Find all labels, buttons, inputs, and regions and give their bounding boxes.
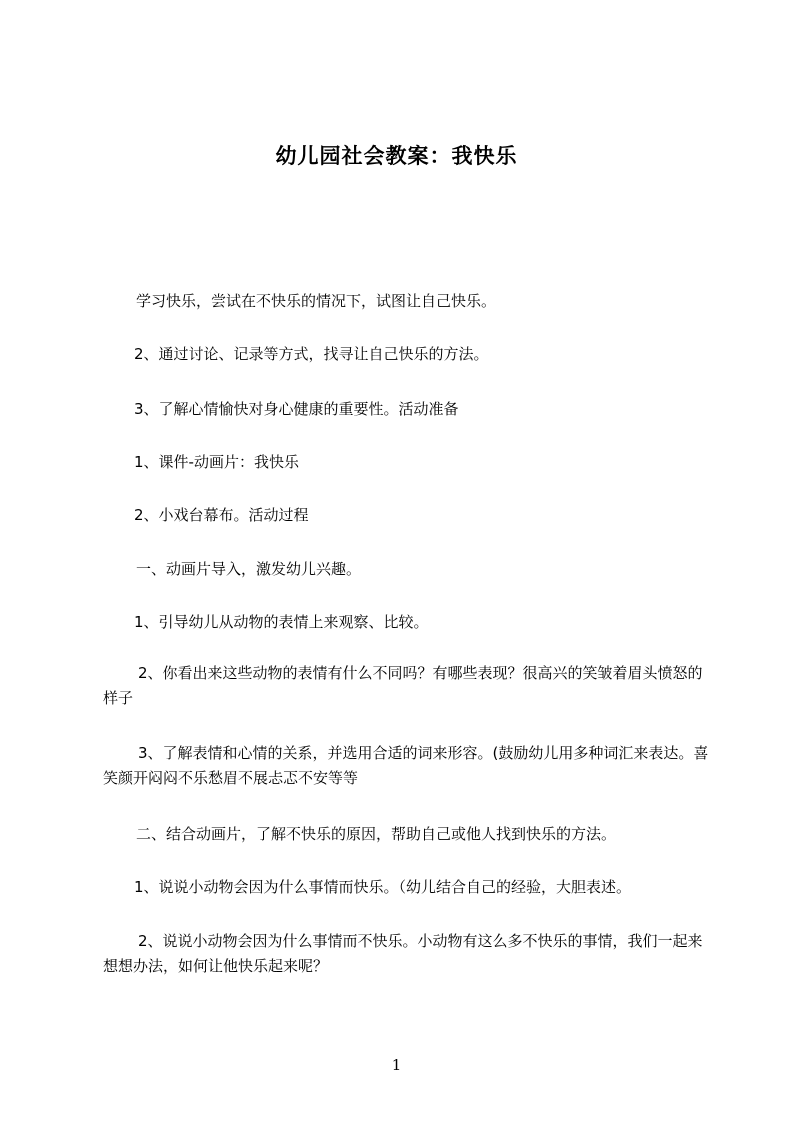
paragraph: 2、你看出来这些动物的表情有什么不同吗？有哪些表现？很高兴的笑皱着眉头愤怒的样子 bbox=[103, 664, 703, 707]
page-number: 1 bbox=[391, 1056, 402, 1074]
paragraph: 二、结合动画片，了解不快乐的原因，帮助自己或他人找到快乐的方法。 bbox=[136, 825, 617, 843]
paragraph: 2、小戏台幕布。活动过程 bbox=[134, 506, 309, 524]
paragraph: 1、课件-动画片：我快乐 bbox=[134, 453, 299, 471]
paragraph: 3、了解心情愉快对身心健康的重要性。活动准备 bbox=[134, 400, 459, 418]
paragraph: 1、引导幼儿从动物的表情上来观察、比较。 bbox=[134, 613, 429, 631]
document-title: 幼儿园社会教案：我快乐 bbox=[275, 144, 518, 168]
paragraph: 2、通过讨论、记录等方式，找寻让自己快乐的方法。 bbox=[134, 345, 489, 363]
paragraph: 1、说说小动物会因为什么事情而快乐。（幼儿结合自己的经验，大胆表述。 bbox=[134, 878, 632, 896]
paragraph: 2、说说小动物会因为什么事情而不快乐。小动物有这么多不快乐的事情，我们一起来想想办法，如何让他快乐起来呢？ bbox=[103, 932, 703, 975]
paragraph: 学习快乐，尝试在不快乐的情况下，试图让自己快乐。 bbox=[136, 292, 497, 310]
paragraph: 3、了解表情和心情的关系，并选用合适的词来形容。(鼓励幼儿用多种词汇来表达。喜笑颜开闷闷不乐愁眉不展忐忑不安等等 bbox=[103, 744, 709, 787]
paragraph: 一、动画片导入，激发幼儿兴趣。 bbox=[136, 560, 362, 578]
